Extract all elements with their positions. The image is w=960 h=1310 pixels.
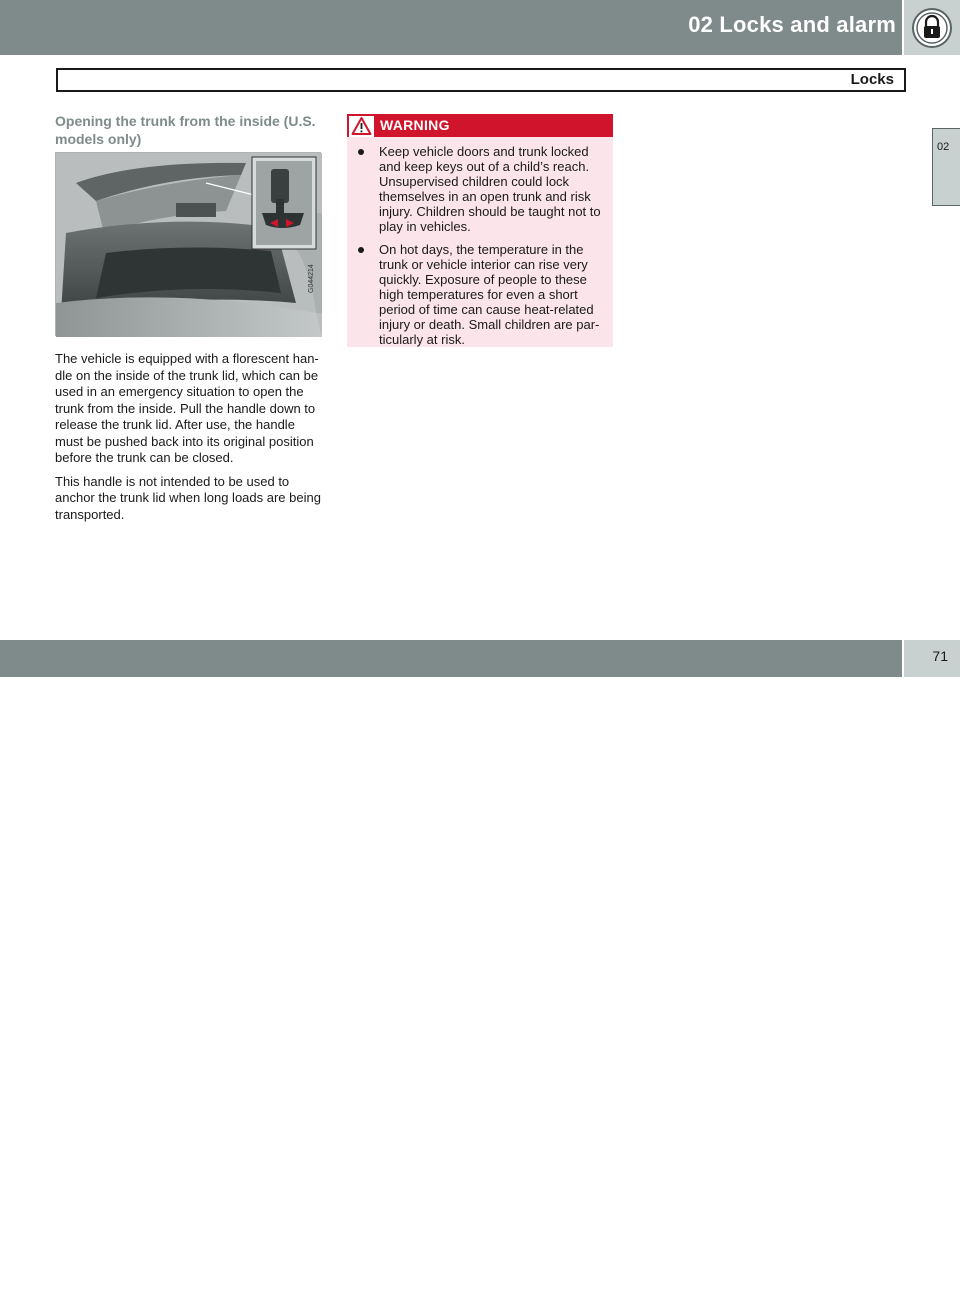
figure-code: G044214 (308, 264, 315, 293)
bullet-icon (358, 149, 364, 155)
bullet-icon (358, 247, 364, 253)
trunk-figure (55, 152, 321, 336)
body-paragraph: The vehicle is equipped with a florescent han-dle on the inside of the trunk lid, which can be used in an emergency situation to open the trunk from the inside. Pull the handle down to release the trunk lid. After use, the handle must be pushed back into its original position before the trunk can be closed. (55, 351, 319, 465)
warning-item-text: Keep vehicle doors and trunk locked and keep keys out of a child’s reach. Unsupervised children could lock themselves in an open trunk and risk injury. Children should be taught not to play in vehicles. (379, 144, 601, 234)
warning-list (347, 137, 613, 347)
warning-item (357, 242, 603, 347)
warning-triangle-icon (351, 116, 372, 136)
section-title: Locks (850, 71, 894, 88)
chapter-tab-label: 02 (937, 141, 950, 153)
lock-icon (910, 6, 954, 50)
footer-bar (0, 640, 960, 1309)
watermark: carmanualsonline.info (512, 1282, 778, 1309)
warning-header (347, 114, 613, 137)
main-column (55, 112, 323, 523)
warning-icon-holder (349, 116, 374, 137)
warning-item-text: On hot days, the temperature in the trunk or vehicle interior can rise very quickly. Exposure of people to these high temperatures for even a short period of time can cause heat-related injury or death. Small children are par-ticularly at risk. (379, 242, 600, 347)
page-number-tab (902, 640, 960, 677)
warning-box (347, 114, 613, 347)
chapter-side-tab (932, 128, 960, 206)
chapter-header-bar (0, 0, 960, 55)
trunk-release-handle-illustration (56, 153, 322, 337)
warning-item (357, 144, 603, 234)
subheading: Opening the trunk from the inside (U.S. models only) (55, 113, 316, 147)
page-number: 71 (932, 648, 948, 664)
section-header (56, 68, 906, 92)
chapter-title: 02 Locks and alarm (688, 12, 896, 37)
warning-title: WARNING (380, 117, 450, 133)
body-paragraph: This handle is not intended to be used to anchor the trunk lid when long loads are being transported. (55, 473, 321, 522)
chapter-badge (902, 0, 960, 55)
